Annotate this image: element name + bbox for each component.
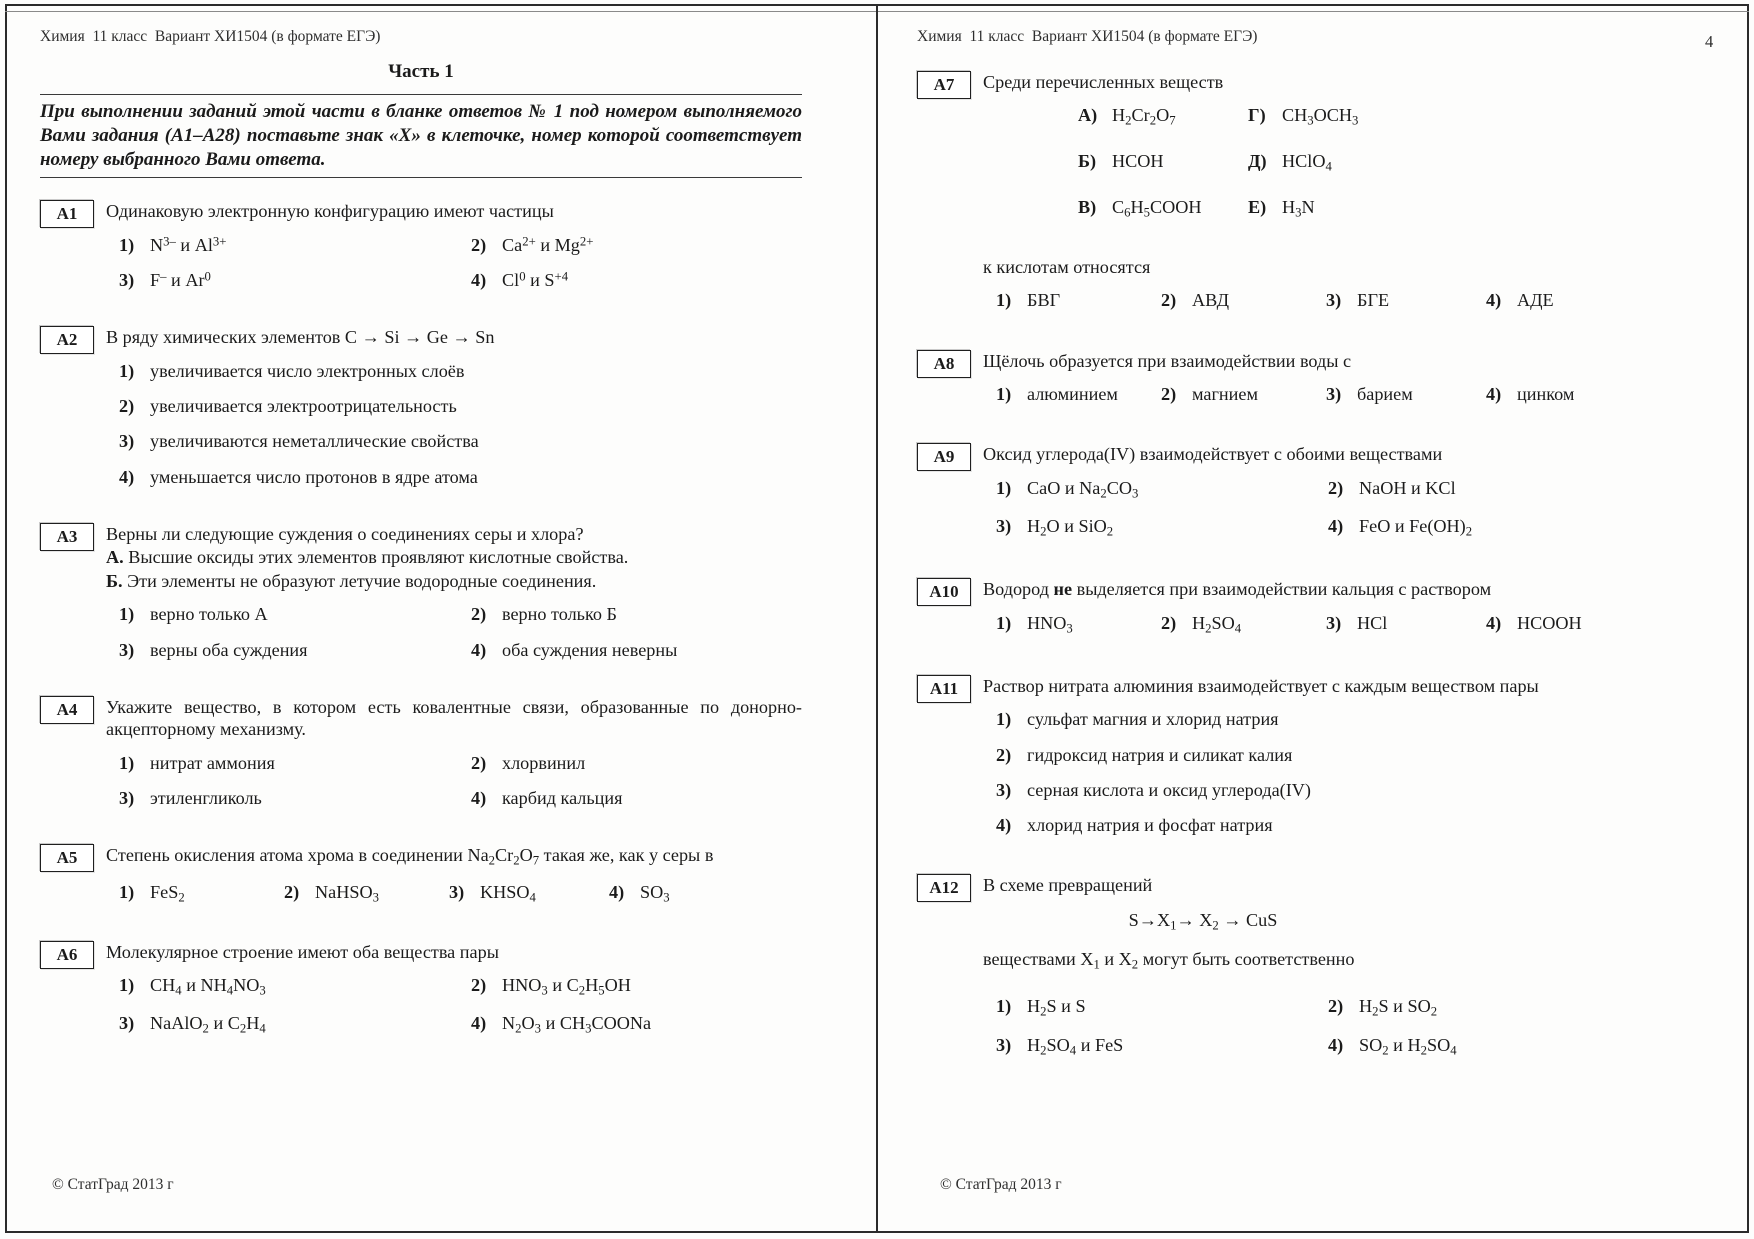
option-text: FeO и $Fe(OH)_2$	[1359, 516, 1473, 539]
question-continuation: веществами $X_1$ и $X_2$ могут быть соответственно	[983, 949, 1355, 972]
question-label-box: А8	[917, 350, 971, 378]
option	[119, 430, 802, 452]
substance-list	[1078, 104, 1723, 242]
option-number: 1)	[996, 290, 1012, 311]
option-number: 1)	[119, 360, 135, 381]
statement-b: Б. Эти элементы не образуют летучие водородные соединения.	[106, 570, 597, 591]
question-text: Водород не выделяется при взаимодействии кальция с раствором	[983, 579, 1492, 600]
substance	[1248, 196, 1358, 221]
question-body	[106, 844, 802, 918]
question-label-box: А12	[917, 874, 971, 902]
substance	[1078, 196, 1248, 221]
option-number: 3)	[119, 1013, 135, 1034]
option	[119, 752, 471, 774]
option-text: хлорвинил	[502, 752, 586, 773]
question-continuation: к кислотам относятся	[983, 256, 1151, 277]
question-body	[983, 71, 1723, 325]
option-text: верны оба суждения	[150, 639, 308, 660]
option-number: 1)	[119, 881, 135, 902]
question-text: В схеме превращений	[983, 875, 1153, 896]
question-label-box: А1	[40, 200, 94, 228]
option	[996, 1034, 1328, 1059]
option-number: 1)	[996, 996, 1012, 1017]
options	[996, 708, 1723, 849]
instruction-rule-bottom	[40, 177, 802, 178]
option	[996, 814, 1723, 836]
option-text: увеличивается число электронных слоёв	[150, 360, 465, 381]
question-text: Раствор нитрата алюминия взаимодействует с каждым веществом пары	[983, 675, 1539, 696]
option	[119, 1012, 471, 1037]
option-number: 3)	[996, 1034, 1012, 1055]
option-number: 3)	[1326, 612, 1342, 633]
option-text: гидроксид натрия и силикат калия	[1027, 744, 1293, 765]
option	[471, 269, 802, 291]
option-text: алюминием	[1027, 384, 1118, 405]
option	[996, 383, 1161, 405]
option-text: БВГ	[1027, 290, 1061, 311]
question-body	[983, 443, 1723, 553]
question-label-box: А10	[917, 578, 971, 606]
option	[119, 360, 802, 382]
option-text: $H_2S$ и S	[1027, 996, 1086, 1020]
option-number: 4)	[1486, 612, 1502, 633]
question-label-box: А7	[917, 71, 971, 99]
option	[1486, 383, 1723, 405]
page-right	[917, 28, 1723, 1072]
option	[1486, 612, 1723, 637]
option-text: АВД	[1192, 290, 1229, 311]
option	[471, 603, 802, 625]
substance	[1078, 150, 1248, 175]
option-text: Cl$^0$ и $S^{+4}$	[502, 269, 569, 291]
option-text: серная кислота и оксид углерода(IV)	[1027, 779, 1311, 800]
option-number: 4)	[119, 466, 135, 487]
question-body	[106, 523, 802, 674]
instruction-text: При выполнении заданий этой части в бланке ответов № 1 под номером выполняемого Вами задания (А1–А28) поставьте знак «Х» в клеточке, номер которой соответствует номеру выбранного Вами ответа.	[40, 101, 802, 171]
option-number: 1)	[996, 384, 1012, 405]
page-number: 4	[1705, 32, 1714, 51]
option	[996, 708, 1723, 730]
question-label-box: А6	[40, 941, 94, 969]
option-text: NaHSO$_3$	[315, 881, 379, 905]
option-text: HCl	[1357, 612, 1388, 633]
question-a3	[40, 523, 802, 674]
substance-letter: Д)	[1248, 150, 1267, 171]
option	[471, 234, 802, 256]
option-number: 2)	[119, 396, 135, 417]
question-a4	[40, 696, 802, 823]
option	[996, 289, 1161, 311]
option-number: 2)	[471, 752, 487, 773]
question-body	[983, 675, 1723, 849]
option-number: 2)	[471, 234, 487, 255]
substance-letter: Г)	[1248, 104, 1266, 125]
option-text: увеличивается электроотрицательность	[150, 396, 457, 417]
option-number: 4)	[1486, 384, 1502, 405]
substance-formula: HCOH	[1112, 150, 1164, 171]
page-header: Химия 11 класс Вариант ХИ1504 (в формате ЕГЭ)	[917, 28, 1258, 45]
option-number: 3)	[119, 270, 135, 291]
option-text: верно только А	[150, 604, 268, 625]
page-left	[40, 28, 802, 1051]
option-text: $SO_3$	[640, 881, 670, 905]
option-number: 4)	[1486, 290, 1502, 311]
instruction-rule-top	[40, 94, 802, 95]
part-title: Часть 1	[388, 61, 454, 82]
question-label-box: А3	[40, 523, 94, 551]
question-a10	[917, 578, 1723, 650]
question-text: Щёлочь образуется при взаимодействии воды с	[983, 350, 1352, 371]
question-text: Оксид углерода(IV) взаимодействует с обоими веществами	[983, 444, 1443, 465]
option	[471, 974, 802, 999]
substance-letter: Е)	[1248, 196, 1267, 217]
option	[119, 974, 471, 999]
question-text: Молекулярное строение имеют оба вещества пары	[106, 941, 499, 962]
option-number: 3)	[1326, 290, 1342, 311]
option-number: 1)	[996, 612, 1012, 633]
option-text: FeS$_2$	[150, 881, 185, 905]
option	[1326, 383, 1486, 405]
option-text: $HNO_3$ и $C_2H_5OH$	[502, 975, 631, 998]
option	[119, 269, 471, 291]
options	[119, 234, 802, 304]
options	[119, 603, 802, 673]
option-number: 4)	[1328, 516, 1344, 537]
options	[119, 752, 802, 822]
option-number: 2)	[996, 744, 1012, 765]
option-number: 4)	[471, 270, 487, 291]
option-number: 3)	[119, 431, 135, 452]
substance-letter: В)	[1078, 196, 1097, 217]
page-header: Химия 11 класс Вариант ХИ1504 (в формате ЕГЭ)	[40, 28, 381, 45]
option-number: 1)	[119, 752, 135, 773]
option-number: 2)	[471, 975, 487, 996]
option-number: 2)	[471, 604, 487, 625]
option	[119, 234, 471, 256]
substance-formula: $C_6H_5COOH$	[1112, 196, 1202, 220]
question-a9	[917, 443, 1723, 553]
option-text: этиленгликоль	[150, 788, 262, 809]
options	[119, 360, 802, 501]
option-text: CaO и $Na_2CO_3$	[1027, 477, 1139, 501]
option	[119, 603, 471, 625]
substance	[1248, 104, 1358, 129]
option	[1328, 515, 1723, 540]
option-text: барием	[1357, 384, 1413, 405]
option-number: 4)	[609, 881, 625, 902]
question-label-box: А2	[40, 326, 94, 354]
option-number: 2)	[1161, 384, 1177, 405]
option	[1161, 612, 1326, 637]
options	[996, 289, 1723, 324]
option-text: NaAlO$_2$ и $C_2H_4$	[150, 1013, 266, 1036]
option	[1326, 289, 1486, 311]
option-number: 4)	[471, 788, 487, 809]
option-text: уменьшается число протонов в ядре атома	[150, 466, 478, 487]
option-number: 3)	[449, 881, 465, 902]
question-body	[983, 578, 1723, 650]
option	[996, 477, 1328, 502]
options	[996, 477, 1723, 553]
question-a8	[917, 350, 1723, 419]
option	[1161, 289, 1326, 311]
option	[471, 787, 802, 809]
option-text: $KHSO_4$	[480, 881, 536, 905]
option-text: $H_2S$ и $SO_2$	[1359, 996, 1438, 1020]
question-a5	[40, 844, 802, 918]
substance-formula: $H_2Cr_2O_7$	[1112, 104, 1176, 128]
option	[996, 744, 1723, 766]
option-number: 2)	[284, 881, 300, 902]
question-body	[106, 941, 802, 1051]
options	[996, 612, 1723, 650]
question-body	[983, 874, 1723, 1071]
question-text: Среди перечисленных веществ	[983, 72, 1224, 92]
substance-formula: $H_3N$	[1282, 196, 1315, 220]
option	[471, 1012, 802, 1037]
option	[119, 395, 802, 417]
option-text: $SO_2$ и $H_2SO_4$	[1359, 1034, 1457, 1058]
option-number: 1)	[996, 477, 1012, 498]
option	[119, 787, 471, 809]
option-text: $N^{3-}$ и $Al^{3+}$	[150, 234, 227, 255]
substance	[1248, 150, 1358, 175]
option-text: увеличиваются неметаллические свойства	[150, 431, 479, 452]
option	[471, 752, 802, 774]
option	[1328, 1034, 1723, 1059]
option-number: 4)	[996, 815, 1012, 835]
options	[119, 881, 802, 919]
option-text: $H_2O$ и SiO$_2$	[1027, 516, 1114, 539]
question-body	[106, 696, 802, 823]
option-text: сульфат магния и хлорид натрия	[1027, 709, 1279, 730]
option-text: $HNO_3$	[1027, 612, 1073, 636]
option-number: 2)	[1328, 477, 1344, 498]
question-text: В ряду химических элементов C → Si → Ge → Sn	[106, 327, 495, 348]
option	[1328, 995, 1723, 1020]
option	[449, 881, 609, 906]
option-text: нитрат аммония	[150, 752, 275, 773]
option	[119, 881, 284, 906]
option-number: 2)	[1328, 996, 1344, 1017]
copyright-footer-left: © СтатГрад 2013 г	[52, 1176, 174, 1193]
option	[996, 612, 1161, 637]
option	[119, 466, 802, 488]
question-label-box: А4	[40, 696, 94, 724]
option-text: $H_2SO_4$ и FeS	[1027, 1034, 1124, 1058]
option	[609, 881, 802, 906]
option-number: 2)	[1161, 612, 1177, 633]
option-number: 4)	[471, 639, 487, 660]
question-a6	[40, 941, 802, 1051]
option-text: цинком	[1517, 384, 1575, 405]
option-text: оба суждения неверны	[502, 639, 678, 660]
question-a1	[40, 200, 802, 304]
option-number: 1)	[996, 709, 1012, 730]
options	[996, 383, 1723, 418]
option	[1161, 383, 1326, 405]
option-text: F– и Ar$^0$	[150, 269, 211, 291]
option-text: верно только Б	[502, 604, 617, 625]
options	[996, 995, 1723, 1071]
option-number: 3)	[119, 639, 135, 660]
option-number: 1)	[119, 975, 135, 996]
option-text: $N_2O_3$ и $CH_3COONa$	[502, 1013, 652, 1036]
option-number: 3)	[119, 788, 135, 809]
question-body	[106, 326, 802, 500]
option-text: $Ca^{2+}$ и $Mg^{2+}$	[502, 234, 594, 255]
transformation-scheme: $S\to X_1\to X_2$ → CuS	[1128, 909, 1278, 933]
option-text: $H_2SO_4$	[1192, 612, 1242, 636]
page-divider-line	[876, 4, 878, 1233]
option	[1328, 477, 1723, 502]
question-body	[983, 350, 1723, 419]
question-text: Одинаковую электронную конфигурацию имеют частицы	[106, 201, 554, 222]
option	[471, 639, 802, 661]
option-text: HCOOH	[1517, 612, 1582, 633]
option	[996, 779, 1723, 801]
option-text: карбид кальция	[502, 788, 623, 809]
option-text: АДЕ	[1517, 290, 1554, 311]
option	[1326, 612, 1486, 637]
option-text: магнием	[1192, 384, 1258, 405]
option	[119, 639, 471, 661]
option-text: $CH_4$ и $NH_4NO_3$	[150, 975, 266, 998]
question-a2	[40, 326, 802, 500]
substance-letter: Б)	[1078, 150, 1097, 171]
substance-formula: HClO$_4$	[1282, 150, 1332, 174]
option-number: 1)	[119, 604, 135, 625]
option-number: 4)	[471, 1013, 487, 1034]
option-number: 2)	[1161, 290, 1177, 311]
option-number: 1)	[119, 234, 135, 255]
option	[996, 515, 1328, 540]
question-a7	[917, 71, 1723, 325]
option-number: 4)	[1328, 1034, 1344, 1055]
option-number: 3)	[996, 779, 1012, 800]
question-text: Верны ли следующие суждения о соединениях серы и хлора?	[106, 523, 584, 544]
question-text: Степень окисления атома хрома в соединении $Na_2Cr_2O_7$ такая же, как у серы в	[106, 845, 714, 868]
options	[119, 974, 802, 1050]
substance-letter: А)	[1078, 104, 1098, 125]
option	[1486, 289, 1723, 311]
substance	[1078, 104, 1248, 129]
question-text: Укажите вещество, в котором есть ковалентные связи, образованные по донорно-акцепторному механизму.	[106, 696, 802, 740]
option-text: хлорид натрия и фосфат натрия	[1027, 815, 1273, 835]
option	[996, 995, 1328, 1020]
substance-formula: $CH_3OCH_3$	[1282, 104, 1359, 128]
question-label-box: А11	[917, 675, 971, 703]
question-label-box: А9	[917, 443, 971, 471]
statement-a: А. Высшие оксиды этих элементов проявляют кислотные свойства.	[106, 547, 629, 568]
question-body	[106, 200, 802, 304]
option-number: 3)	[1326, 384, 1342, 405]
option	[284, 881, 449, 906]
option-text: NaOH и KCl	[1359, 477, 1456, 498]
question-a11	[917, 675, 1723, 849]
question-a12	[917, 874, 1723, 1071]
option-text: БГЕ	[1357, 290, 1390, 311]
copyright-footer-right: © СтатГрад 2013 г	[940, 1176, 1062, 1193]
option-number: 3)	[996, 516, 1012, 537]
question-label-box: А5	[40, 844, 94, 872]
